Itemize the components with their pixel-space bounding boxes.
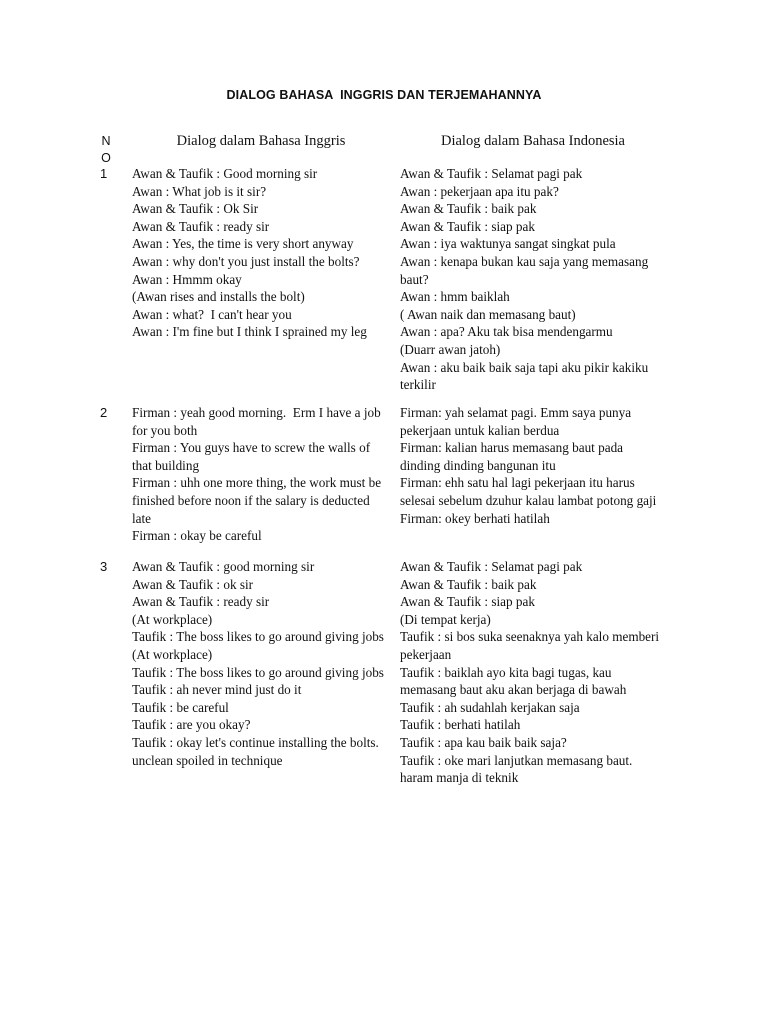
indonesian-line: Taufik : berhati hatilah <box>400 717 521 733</box>
indonesian-line: Awan & Taufik : Selamat pagi pak <box>400 559 583 574</box>
indonesian-line: Taufik : baiklah ayo kita bagi tugas, kau memasang baut aku akan berjaga di bawah <box>400 664 627 698</box>
section-number: 1 <box>100 166 108 181</box>
column-header-no: NO <box>101 134 111 165</box>
english-line: Firman : You guys have to screw the walls of that building <box>132 440 374 473</box>
english-column <box>132 165 390 341</box>
indonesian-line: Awan & Taufik : baik pak <box>400 201 537 217</box>
english-line: Awan : What job is it sir? <box>132 183 267 199</box>
page-title: DIALOG BAHASA INGGRIS DAN TERJEMAHANNYA <box>226 88 542 102</box>
english-line: Awan : I'm fine but I think I sprained my leg <box>132 324 367 340</box>
indonesian-line: Taufik : apa kau baik baik saja? <box>400 734 567 750</box>
indonesian-line: Taufik : oke mari lanjutkan memasang baut. haram manja di teknik <box>400 752 636 786</box>
english-line: Firman : uhh one more thing, the work must be finished before noon if the salary is deducted late <box>132 475 385 526</box>
english-line: (At workplace) <box>132 646 213 662</box>
english-line: Awan & Taufik : ready sir <box>132 218 270 234</box>
english-line: (At workplace) <box>132 611 213 627</box>
indonesian-line: Firman: kalian harus memasang baut pada dinding dinding bangunan itu <box>400 440 627 473</box>
indonesian-column <box>400 165 662 394</box>
column-header-english: Dialog dalam Bahasa Inggris <box>176 133 346 149</box>
indonesian-column <box>400 558 662 787</box>
indonesian-line: Awan & Taufik : siap pak <box>400 594 535 610</box>
indonesian-line: Awan & Taufik : siap pak <box>400 218 535 234</box>
english-line: Taufik : okay let's continue installing the bolts. unclean spoiled in technique <box>132 734 386 768</box>
indonesian-line: Awan & Taufik : baik pak <box>400 576 537 592</box>
indonesian-line: Taufik : si bos suka seenaknya yah kalo memberi pekerjaan <box>400 629 663 662</box>
indonesian-line: Firman: okey berhati hatilah <box>400 510 550 526</box>
english-line: Awan : why don't you just install the bolts? <box>132 253 360 269</box>
indonesian-line: (Duarr awan jatoh) <box>400 341 501 357</box>
indonesian-line: Firman: yah selamat pagi. Emm saya punya pekerjaan untuk kalian berdua <box>400 405 635 438</box>
english-line: Firman : okay be careful <box>132 528 262 544</box>
indonesian-line: Taufik : ah sudahlah kerjakan saja <box>400 699 580 715</box>
indonesian-column <box>400 404 662 527</box>
english-line: Awan & Taufik : ok sir <box>132 576 254 592</box>
english-line: Firman : yeah good morning. Erm I have a job for you both <box>132 405 384 438</box>
section-number: 3 <box>100 559 108 574</box>
english-line: Taufik : The boss likes to go around giving jobs <box>132 664 384 680</box>
english-line: Awan & Taufik : Ok Sir <box>132 201 259 217</box>
english-line: Awan & Taufik : ready sir <box>132 594 270 610</box>
indonesian-line: Awan : kenapa bukan kau saja yang memasang baut? <box>400 253 652 287</box>
indonesian-line: ( Awan naik dan memasang baut) <box>400 306 576 322</box>
indonesian-line: (Di tempat kerja) <box>400 611 491 627</box>
indonesian-line: Awan : apa? Aku tak bisa mendengarmu <box>400 324 613 340</box>
indonesian-line: Firman: ehh satu hal lagi pekerjaan itu harus selesai sebelum dzuhur kalau lambat potong gaji <box>400 475 657 508</box>
english-line: Taufik : ah never mind just do it <box>132 682 302 698</box>
english-line: Awan & Taufik : Good morning sir <box>132 166 318 181</box>
english-column <box>132 558 390 769</box>
english-line: Awan : what? I can't hear you <box>132 306 292 322</box>
english-line: Taufik : The boss likes to go around giving jobs <box>132 629 384 645</box>
indonesian-line: Awan : pekerjaan apa itu pak? <box>400 183 559 199</box>
indonesian-line: Awan : aku baik baik saja tapi aku pikir kakiku terkilir <box>400 359 652 393</box>
english-column <box>132 404 390 545</box>
indonesian-line: Awan : hmm baiklah <box>400 289 510 305</box>
column-header-indonesian: Dialog dalam Bahasa Indonesia <box>440 133 625 149</box>
english-line: (Awan rises and installs the bolt) <box>132 289 305 305</box>
english-line: Awan : Hmmm okay <box>132 271 242 287</box>
indonesian-line: Awan : iya waktunya sangat singkat pula <box>400 236 616 252</box>
english-line: Awan & Taufik : good morning sir <box>132 559 315 574</box>
english-line: Awan : Yes, the time is very short anyway <box>132 236 354 252</box>
section-number: 2 <box>100 405 108 420</box>
english-line: Taufik : are you okay? <box>132 717 251 733</box>
english-line: Taufik : be careful <box>132 699 229 715</box>
indonesian-line: Awan & Taufik : Selamat pagi pak <box>400 166 583 181</box>
